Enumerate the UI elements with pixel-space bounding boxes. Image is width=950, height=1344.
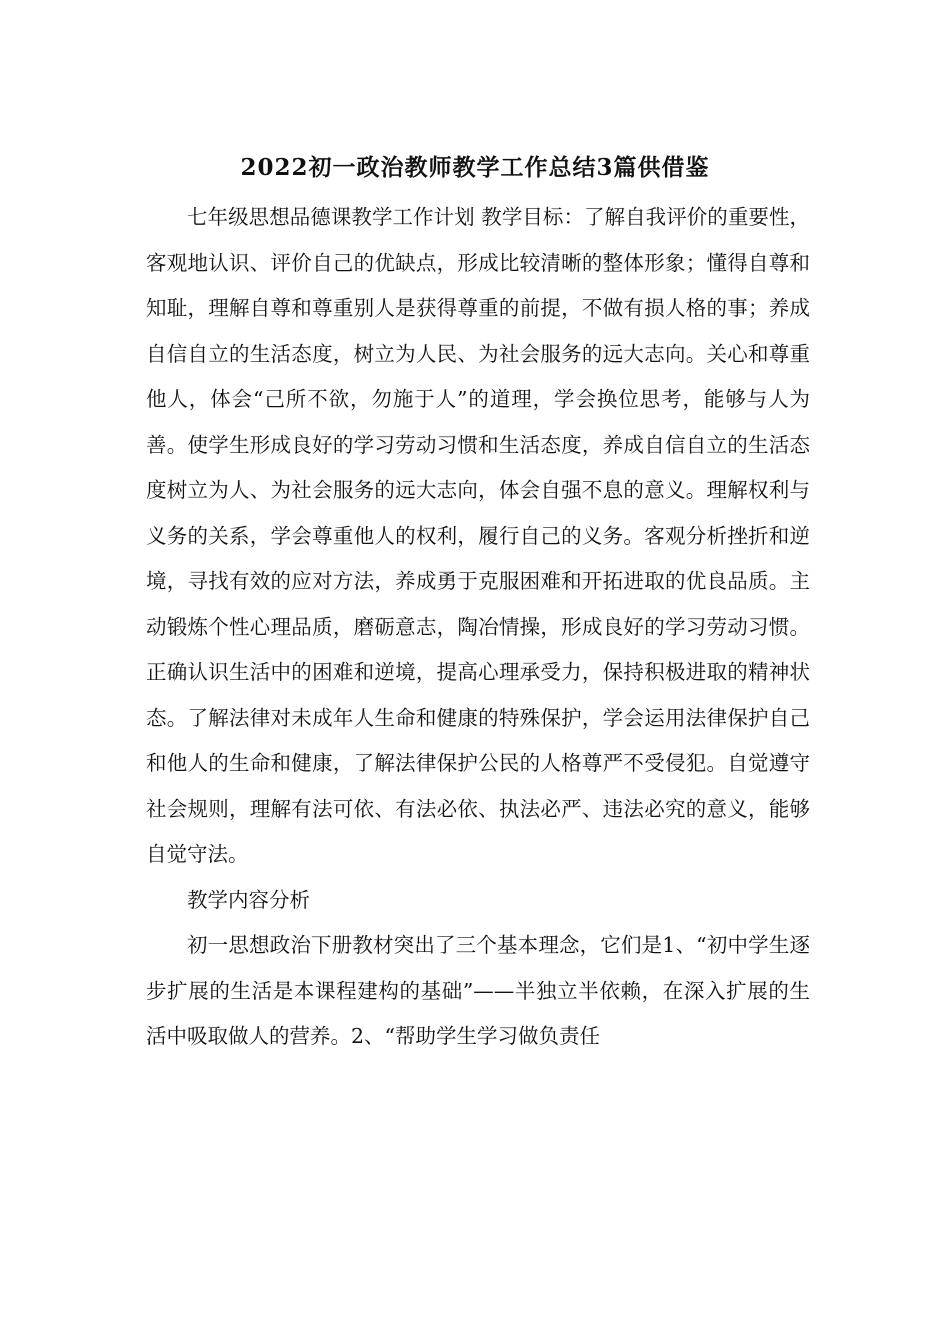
paragraph-content-analysis-heading: 教学内容分析 (187, 887, 310, 912)
paragraph-teaching-goals: 七年级思想品德课教学工作计划 教学目标：了解自我评价的重要性，客观地认识、评价自己的优缺点，形成比较清晰的整体形象；懂得自尊和知耻，理解自尊和尊重别人是获得尊重的前提，不做有损人格的事；养成自信自立的生活态度，树立为人民、为社会服务的远大志向。关心和尊重他人，体会“己所不欲，勿施于人”的道理，学会换位思考，能够与人为善。使学生形成良好的学习劳动习惯和生活态度，养成自信自立的生活态度树立为人、为社会服务的远大志向，体会自强不息的意义。理解权利与义务的关系，学会尊重他人的权利，履行自己的义务。客观分析挫折和逆境，寻找有效的应对方法，养成勇于克服困难和开拓进取的优良品质。主动锻炼个性心理品质，磨砺意志，陶冶情操，形成良好的学习劳动习惯。正确认识生活中的困难和逆境，提高心理承受力，保持积极进取的精神状态。了解法律对未成年人生命和健康的特殊保护，学会运用法律保护自己和他人的生命和健康，了解法律保护公民的人格尊严不受侵犯。自觉遵守社会规则，理解有法可依、有法必依、执法必严、违法必究的意义，能够自觉守法。 (146, 205, 810, 866)
paragraph-textbook-concepts: 初一思想政治下册教材突出了三个基本理念，它们是1、“初中学生逐步扩展的生活是本课程建构的基础”——半独立半依赖，在深入扩展的生活中吸取做人的营养。2、“帮助学生学习做负责任 (146, 933, 810, 1048)
document-title: 2022初一政治教师教学工作总结3篇供借鉴 (240, 154, 710, 181)
document-body (146, 195, 810, 1060)
